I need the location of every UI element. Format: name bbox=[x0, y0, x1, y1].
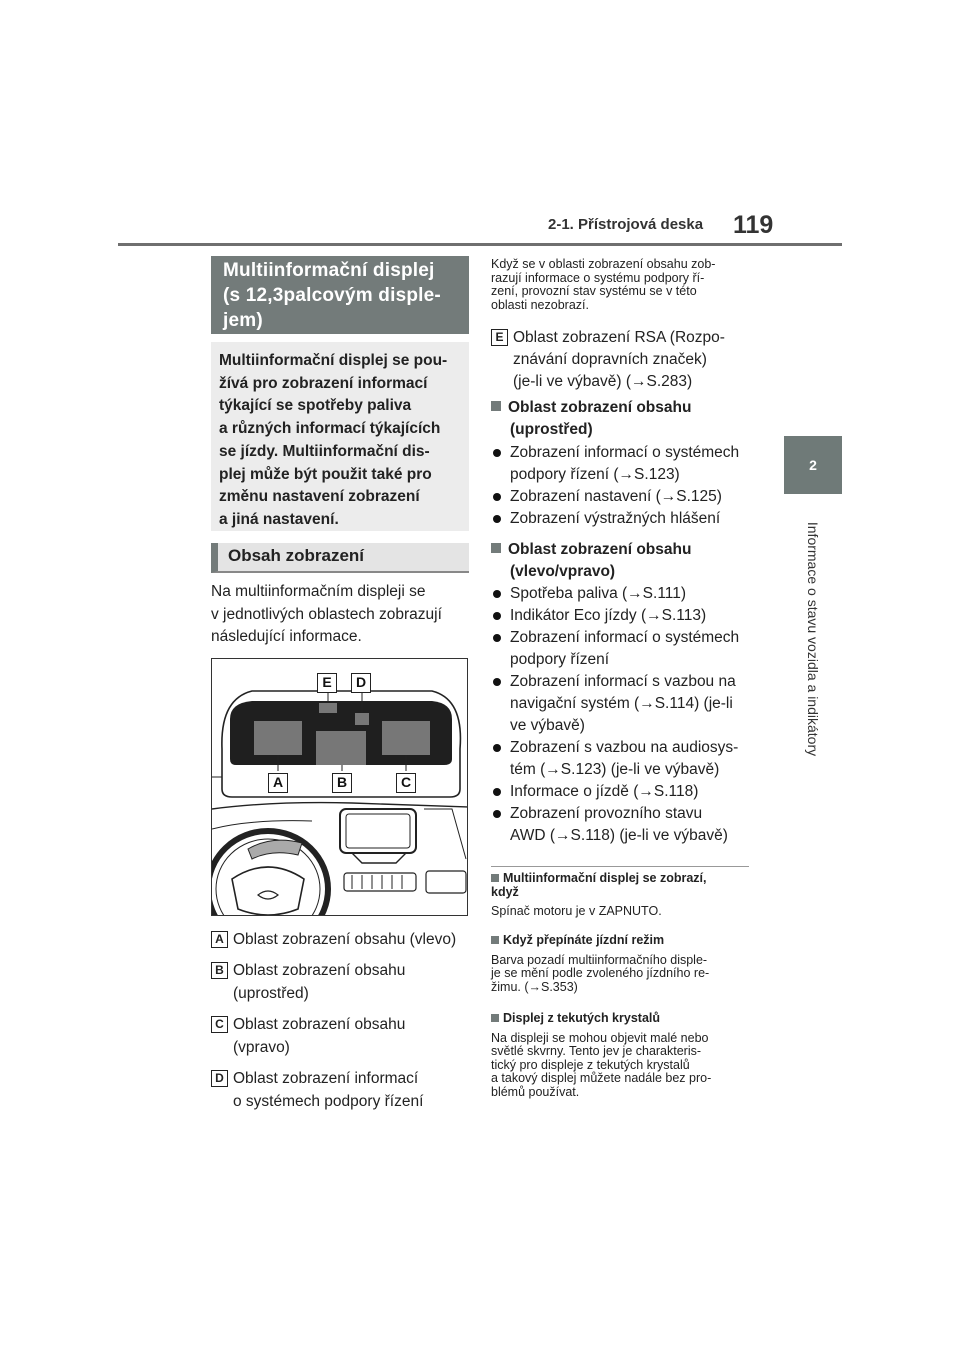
chapter-title-vertical: Informace o stavu vozidla a indikátory bbox=[805, 521, 821, 757]
intro-line: se jízdy. Multiinformační dis- bbox=[219, 442, 430, 460]
note-line: Když se v oblasti zobrazení obsahu zob- bbox=[491, 257, 716, 271]
intro-box bbox=[211, 342, 469, 531]
legend-item-c bbox=[211, 1014, 473, 1059]
list-item: Zobrazení informací o systémech podpory řízení bbox=[491, 627, 753, 671]
note-line: Barva pozadí multiinformačního disple- bbox=[491, 952, 708, 967]
legend-badge: B bbox=[211, 962, 228, 979]
legend-text: (uprostřed) bbox=[233, 984, 309, 1002]
section-center-heading: Oblast zobrazení obsahu (uprostřed) bbox=[491, 397, 753, 441]
note-line: Spínač motoru je v ZAPNUTO. bbox=[491, 904, 662, 918]
header-rule bbox=[118, 243, 842, 246]
note-line: je se mění podle zvoleného jízdního re- bbox=[491, 966, 710, 980]
section-heading-box bbox=[211, 256, 469, 334]
bullet-icon bbox=[493, 678, 501, 686]
intro-line: a jiná nastavení. bbox=[219, 510, 339, 528]
bullet-icon bbox=[493, 634, 501, 642]
legend-item-d bbox=[211, 1068, 473, 1113]
section-side-list bbox=[491, 583, 753, 847]
intro-line: plej může být použit také pro bbox=[219, 465, 432, 483]
list-item: Zobrazení provozního stavu AWD (→S.118) (je-li ve výbavě) bbox=[491, 803, 753, 847]
note-line: razují informace o systému podpory ří- bbox=[491, 270, 705, 285]
para-line: Na multiinformačním displeji se bbox=[211, 583, 426, 600]
legend-badge: D bbox=[211, 1070, 228, 1087]
bullet-icon bbox=[493, 810, 501, 818]
heading-line: (s 12,3palcovým disple- bbox=[223, 285, 441, 306]
square-bullet-icon bbox=[491, 401, 501, 411]
figure-label-e: E bbox=[317, 673, 337, 693]
list-item: Zobrazení informací s vazbou na navigační systém (→S.114) (je-li ve výbavě) bbox=[491, 671, 753, 737]
note-line: blémů používat. bbox=[491, 1084, 580, 1099]
legend-text: Oblast zobrazení obsahu bbox=[233, 1016, 406, 1033]
heading-line: jem) bbox=[223, 310, 263, 331]
paragraph bbox=[211, 581, 473, 649]
note-line: žimu. (→S.353) bbox=[491, 979, 578, 994]
notes-divider bbox=[491, 866, 749, 867]
square-bullet-icon bbox=[491, 1014, 499, 1022]
intro-line: a různých informací týkajících bbox=[219, 420, 441, 438]
heading-line: Multiinformační displej bbox=[223, 260, 435, 281]
intro-line: týkající se spotřeby paliva bbox=[219, 397, 412, 415]
legend-item-a bbox=[211, 929, 473, 952]
legend-text: o systémech podpory řízení bbox=[233, 1092, 424, 1110]
legend-item-b bbox=[211, 960, 473, 1005]
note-line: světlé skvrny. Tento jev je charakteris- bbox=[491, 1044, 702, 1058]
bullet-icon bbox=[493, 788, 501, 796]
section-side-heading: Oblast zobrazení obsahu (vlevo/vpravo) bbox=[491, 539, 753, 583]
square-bullet-icon bbox=[491, 874, 499, 882]
figure-label-d: D bbox=[351, 673, 371, 693]
bullet-icon bbox=[493, 493, 501, 501]
bullet-icon bbox=[493, 515, 501, 523]
dashboard-illustration bbox=[211, 658, 468, 916]
square-bullet-icon bbox=[491, 936, 499, 944]
subheading: Obsah zobrazení bbox=[211, 543, 469, 573]
list-item: Zobrazení nastavení (→S.125) bbox=[491, 486, 753, 508]
legend-item-e bbox=[491, 327, 753, 393]
intro-line: Multiinformační displej se pou- bbox=[219, 352, 448, 369]
note-line: oblasti nezobrazí. bbox=[491, 297, 589, 312]
figure-label-c: C bbox=[396, 773, 416, 793]
intro-line: změnu nastavení zobrazení bbox=[219, 488, 420, 506]
note-block: Multiinformační displej se zobrazí, když Spínač motoru je v ZAPNUTO. bbox=[491, 872, 753, 919]
bullet-icon bbox=[493, 590, 501, 598]
legend-text: Oblast zobrazení obsahu (vlevo) bbox=[233, 931, 457, 948]
note-block: Když přepínáte jízdní režim Barva pozadí multiinformačního disple- je se mění podle zvoleného jízdního re- žimu. (→S.353) bbox=[491, 934, 753, 994]
list-item: Zobrazení informací o systémech podpory řízení (→S.123) bbox=[491, 442, 753, 486]
legend-text: (je-li ve výbavě) (→S.283) bbox=[513, 373, 693, 390]
bullet-icon bbox=[493, 744, 501, 752]
list-item: Informace o jízdě (→S.118) bbox=[491, 781, 753, 803]
note-line: zení, provozní stav systému se v této bbox=[491, 284, 697, 298]
para-line: v jednotlivých oblastech zobrazují bbox=[211, 605, 442, 623]
d-note bbox=[491, 258, 753, 312]
para-line: následující informace. bbox=[211, 628, 362, 645]
bullet-icon bbox=[493, 612, 501, 620]
legend-text: Oblast zobrazení informací bbox=[233, 1070, 419, 1087]
figure-label-b: B bbox=[332, 773, 352, 793]
note-line: Na displeji se mohou objevit malé nebo bbox=[491, 1030, 709, 1045]
list-item: Zobrazení výstražných hlášení bbox=[491, 508, 753, 530]
list-item: Zobrazení s vazbou na audiosys- tém (→S.123) (je-li ve výbavě) bbox=[491, 737, 753, 781]
legend-text: Oblast zobrazení obsahu bbox=[233, 962, 406, 979]
chapter-tab: 2 bbox=[784, 436, 842, 494]
note-line: tický pro displeje z tekutých krystalů bbox=[491, 1057, 690, 1072]
list-item: Spotřeba paliva (→S.111) bbox=[491, 583, 753, 605]
heading-line: (uprostřed) bbox=[510, 421, 593, 438]
legend-text: znávání dopravních značek) bbox=[513, 351, 707, 368]
legend-badge: E bbox=[491, 329, 508, 346]
note-line: a takový displej můžete nadále bez pro- bbox=[491, 1071, 712, 1085]
note-block: Displej z tekutých krystalů Na displeji se mohou objevit malé nebo světlé skvrny. Tento jev je charakteris- tický pro displeje z tekutých krystalů a takový displej můžete nadále bez pro- blémů používat. bbox=[491, 1012, 753, 1099]
legend-text: (vpravo) bbox=[233, 1038, 290, 1056]
intro-line: žívá pro zobrazení informací bbox=[219, 374, 428, 392]
list-item: Indikátor Eco jízdy (→S.113) bbox=[491, 605, 753, 627]
legend-badge: A bbox=[211, 931, 228, 948]
legend-text: Oblast zobrazení RSA (Rozpo- bbox=[513, 329, 725, 346]
page-number: 119 bbox=[733, 211, 774, 239]
square-bullet-icon bbox=[491, 543, 501, 553]
heading-line: (vlevo/vpravo) bbox=[510, 563, 616, 580]
section-center-list bbox=[491, 442, 753, 530]
section-title: 2-1. Přístrojová deska bbox=[548, 216, 704, 233]
legend-badge: C bbox=[211, 1016, 228, 1033]
bullet-icon bbox=[493, 449, 501, 457]
note-heading-line: když bbox=[491, 884, 519, 899]
figure-label-a: A bbox=[268, 773, 288, 793]
